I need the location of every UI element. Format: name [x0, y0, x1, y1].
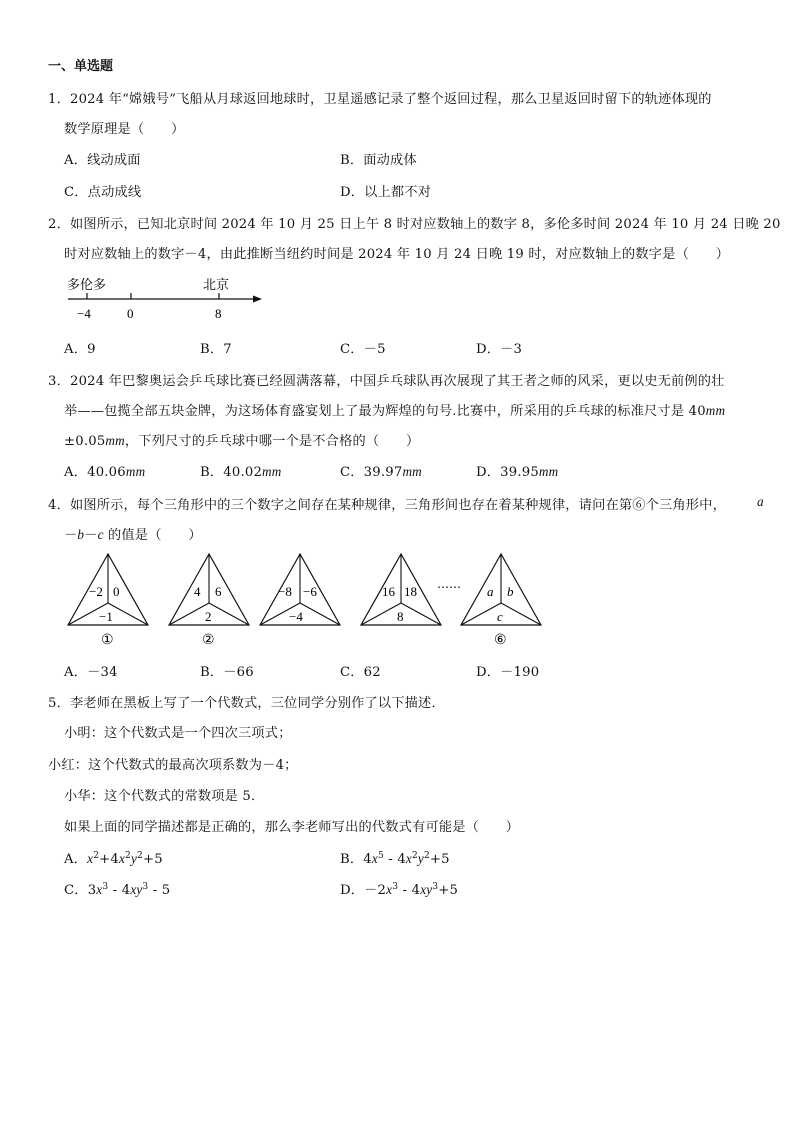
triangle-3: [260, 554, 340, 625]
tick-label-eight: 8: [215, 306, 222, 321]
t1-left: −2: [89, 584, 103, 599]
number-line-label-toronto: 多伦多: [67, 278, 107, 293]
q5-xiaoming: 小明：这个代数式是一个四次三项式；: [64, 726, 292, 741]
t3-left: −8: [278, 584, 292, 599]
q4-option-a[interactable]: A．－34: [64, 665, 118, 680]
q2-option-d[interactable]: D．－3: [476, 342, 523, 357]
t6-bottom: c: [497, 609, 503, 624]
tick-label-zero: 0: [127, 306, 134, 321]
q3-option-c[interactable]: C．39.97mm: [340, 464, 422, 480]
q5-option-d[interactable]: D．$-2x^3 - 4xy^3+5$: [340, 882, 459, 898]
q4-variable-a: a: [757, 494, 764, 509]
q2-option-c[interactable]: C．－5: [340, 342, 386, 357]
t2-label: ②: [202, 633, 215, 648]
q2-option-b[interactable]: B．7: [200, 342, 232, 357]
q3-stem-line1: 3．2024 年巴黎奥运会乒乓球比赛已经圆满落幕，中国乒乓球队再次展现了其王者之师的风采，更以史无前例的壮: [48, 374, 725, 389]
triangle-pattern-figure: [60, 548, 550, 650]
q5-option-a[interactable]: A．$x^2+4x^2y^2+5$: [64, 851, 163, 867]
section-title: 一、单选题: [48, 59, 114, 74]
q5-question: 如果上面的同学描述都是正确的，那么李老师写出的代数式有可能是（ ）: [64, 820, 520, 835]
q4-option-b[interactable]: B．－66: [200, 665, 254, 680]
triangle-4: [361, 554, 441, 625]
q1-option-c[interactable]: C．点动成线: [64, 185, 142, 200]
q5-xiaohua: 小华：这个代数式的常数项是 5．: [64, 789, 265, 804]
t2-bottom: 2: [205, 609, 212, 624]
t3-bottom: −4: [289, 609, 303, 624]
q4-stem-line2: －b－c 的值是（ ）: [64, 527, 202, 543]
q3-option-a[interactable]: A．40.06mm: [64, 464, 146, 480]
q2-stem-line1: 2．如图所示，已知北京时间 2024 年 10 月 25 日上午 8 时对应数轴上的数字 8，多伦多时间 2024 年 10 月 24 日晚 20: [48, 217, 781, 232]
t3-right: −6: [303, 584, 317, 599]
q5-option-b[interactable]: B．$4x^5 - 4x^2y^2+5$: [340, 851, 450, 867]
t6-left: a: [487, 584, 494, 599]
number-line-label-beijing: 北京: [203, 278, 230, 293]
q2-stem-line2: 时对应数轴上的数字－4，由此推断当纽约时间是 2024 年 10 月 24 日晚 19 时，对应数轴上的数字是（ ）: [64, 247, 730, 262]
q2-option-a[interactable]: A．9: [64, 342, 96, 357]
t1-label: ①: [101, 633, 114, 648]
q3-option-b[interactable]: B．40.02mm: [200, 464, 282, 480]
q4-option-d[interactable]: D．－190: [476, 665, 540, 680]
tick-label-minus4: −4: [77, 306, 91, 321]
triangle-6: [461, 554, 541, 648]
t4-left: 16: [382, 584, 395, 599]
q4-stem-line1: 4．如图所示，每个三角形中的三个数字之间存在某种规律，三角形间也存在着某种规律，请问在第⑥个三角形中，: [48, 498, 726, 513]
q1-option-a[interactable]: A．线动成面: [64, 153, 141, 168]
triangle-2: [169, 554, 249, 648]
t1-right: 0: [113, 584, 120, 599]
q1-option-d[interactable]: D．以上都不对: [340, 185, 432, 200]
q1-stem-line1: 1．2024 年“嫦娥号”飞船从月球返回地球时，卫星遥感记录了整个返回过程，那么卫星返回时留下的轨迹体现的: [48, 92, 712, 107]
q1-stem-line2: 数学原理是（ ）: [64, 122, 185, 137]
number-line-figure: [60, 272, 270, 324]
t6-label: ⑥: [494, 633, 507, 648]
q4-option-c[interactable]: C．62: [340, 665, 381, 680]
t4-bottom: 8: [397, 609, 404, 624]
t2-right: 6: [215, 584, 222, 599]
number-line-arrow: [253, 296, 262, 303]
q3-option-d[interactable]: D．39.95mm: [476, 464, 559, 480]
q3-stem-line2: 举——包揽全部五块金牌，为这场体育盛宴划上了最为辉煌的句号.比赛中，所采用的乒乓球的标准尺寸是 40mm: [64, 403, 726, 419]
q5-xiaohong: 小红：这个代数式的最高次项系数为－4；: [48, 758, 298, 773]
q5-option-c[interactable]: C．$3x^3 - 4xy^3 - 5$: [64, 882, 171, 898]
triangle-ellipsis: ……: [437, 577, 461, 591]
t4-right: 18: [404, 584, 417, 599]
q1-option-b[interactable]: B．面动成体: [340, 153, 417, 168]
q3-stem-line3: ±0.05mm，下列尺寸的乒乓球中哪一个是不合格的（ ）: [64, 433, 420, 449]
q5-stem: 5．李老师在黑板上写了一个代数式，三位同学分别作了以下描述．: [48, 696, 445, 711]
t2-left: 4: [194, 584, 201, 599]
t1-bottom: −1: [99, 609, 113, 624]
triangle-1: [68, 554, 148, 648]
t6-right: b: [507, 584, 514, 599]
